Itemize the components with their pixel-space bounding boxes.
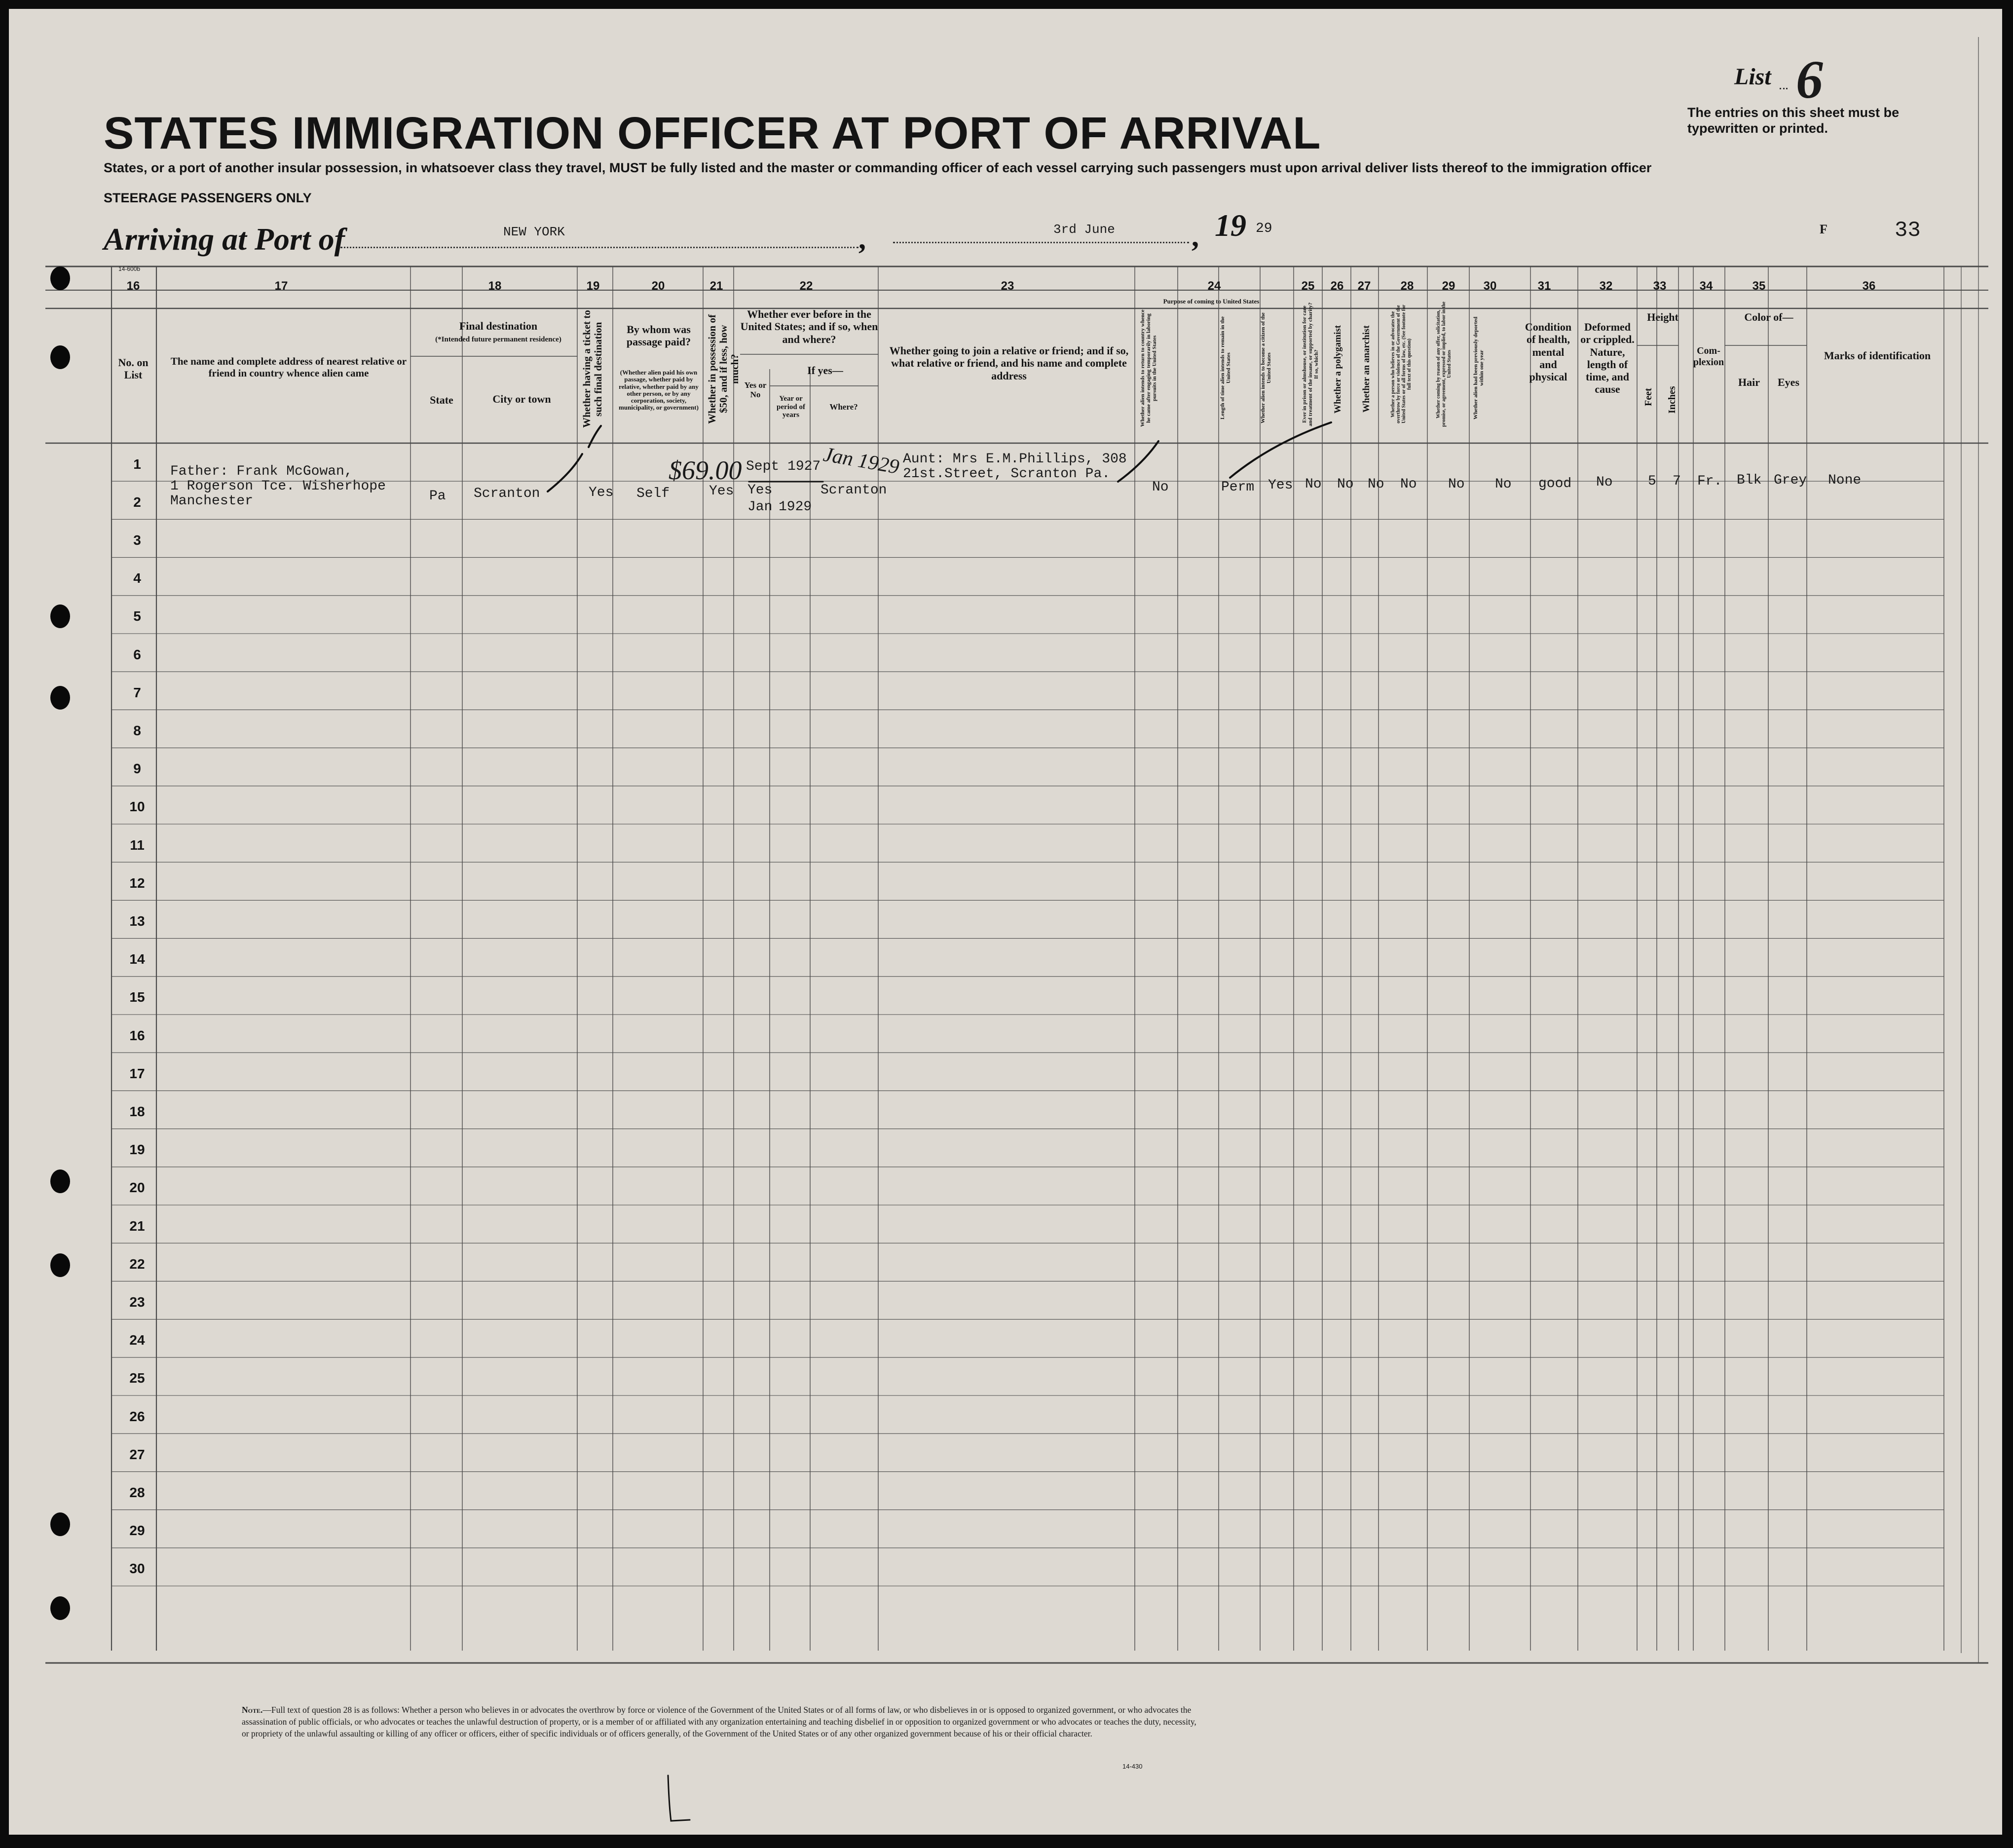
footnote-text: —Full text of question 28 is as follows: Whether a person who believes in or advocates the overthrow by force or violence of the Government of the United States or of all forms of law, or who disbelieves in or is opposed to organized government, or who advocates the assassination of public officials, or who advocates or teaches the unlawful destruction of property, or is a member of or affiliated with any organization entertaining and teaching disbelief in or opposition to organized government or who advocates or teaches the duty, necessity, or propriety of the unlawful assaulting or killing of any officer or officers, either of specific individuals or of officers generally, of the Government of the United States or of any other organized government because of his or their official character.: [242, 1705, 1196, 1738]
row-number: 21: [129, 1218, 145, 1234]
row-number: 25: [129, 1370, 145, 1386]
comma: ,: [858, 223, 866, 255]
punch-hole: [50, 345, 70, 369]
year-suffix: 29: [1256, 221, 1272, 236]
row-number: 10: [129, 799, 145, 815]
column-number: 18: [488, 279, 502, 293]
entry-deformed: No: [1596, 475, 1613, 490]
row-number: 27: [129, 1446, 145, 1462]
row-number: 30: [129, 1561, 145, 1577]
column-number: 21: [709, 279, 723, 293]
entry-deported: No: [1495, 477, 1512, 492]
entry-before-period-year: 1929: [779, 499, 812, 515]
entry-relative-line2: 1 Rogerson Tce. Wisherhope: [170, 479, 386, 494]
entry-citizen: Yes: [1268, 478, 1293, 493]
column-number: 36: [1862, 279, 1876, 293]
row-number: 7: [133, 684, 141, 700]
punch-hole: [50, 1596, 70, 1620]
comma: ,: [1192, 220, 1199, 253]
entry-join-line2: 21st.Street, Scranton Pa.: [903, 466, 1111, 482]
entry-overthrow: No: [1400, 477, 1417, 492]
header-final-destination-note: (*Intended future permanent residence): [435, 336, 561, 343]
punch-hole: [50, 1512, 70, 1536]
header-if-yes: If yes—: [807, 364, 843, 377]
form-subtitle: States, or a port of another insular possession, in whatsoever class they travel, MUST be fully listed and the master or commanding officer of each vessel carrying such passengers must upon arrival deliver lists thereof to the immigration officer: [104, 160, 1652, 175]
column-number: 22: [799, 279, 813, 293]
row-number: 17: [129, 1065, 145, 1081]
row-number: 14: [129, 951, 145, 967]
header-prison: Ever in prison or almshouse, or institution for care and treatment of the insane, or supported by charity? If so, which?: [1302, 302, 1320, 426]
entry-before-date: Sept 1927: [746, 459, 821, 474]
entry-prison: No: [1305, 477, 1322, 492]
entry-return-country: No: [1152, 480, 1169, 495]
header-before-us: Whether ever before in the United States; and if so, when and where?: [740, 308, 878, 345]
header-passage-note: (Whether alien paid his own passage, whether paid by relative, whether paid by any other person, or by any corporation, society, municipality, or government): [619, 369, 699, 412]
check-mark: [589, 426, 601, 447]
footnote: [242, 1704, 1199, 1739]
header-inches: Inches: [1667, 386, 1678, 414]
header-money: Whether in possession of $50, and if less, how much?: [706, 314, 741, 424]
header-join-relative: Whether going to join a relative or friend; and if so, what relative or friend, and his name and complete address: [889, 344, 1129, 382]
punch-hole: [50, 604, 70, 628]
header-purpose-return: Whether alien intends to return to country whence he came after engaging temporarily in laboring pursuits in the United States: [1140, 309, 1158, 427]
column-number: 29: [1442, 279, 1455, 293]
row-number: 13: [129, 913, 145, 929]
header-hair: Hair: [1738, 376, 1760, 388]
typewritten-instructions: The entries on this sheet must be typewritten or printed.: [1687, 105, 1900, 136]
header-state: State: [430, 394, 453, 406]
footnote-form-code: 14-430: [1122, 1763, 1143, 1770]
punch-hole: [50, 686, 70, 710]
footnote-label: Note.: [242, 1705, 263, 1715]
header-purpose-citizen: Whether alien intends to become a citizen of the United States: [1260, 312, 1272, 424]
column-number: 20: [651, 279, 665, 293]
list-number: 6: [1796, 49, 1823, 110]
row-number: 11: [130, 837, 145, 853]
header-eyes: Eyes: [1778, 376, 1799, 388]
entry-join-line1: Aunt: Mrs E.M.Phillips, 308: [903, 452, 1127, 467]
entry-contract: No: [1448, 477, 1465, 492]
entry-length-stay: Perm: [1221, 480, 1255, 495]
header-polygamist: Whether a polygamist: [1333, 325, 1343, 414]
entry-ticket: Yes: [589, 485, 614, 500]
row-number: 16: [129, 1027, 145, 1043]
column-number: 30: [1483, 279, 1497, 293]
entry-city: Scranton: [474, 486, 540, 501]
entry-complexion: Fr.: [1697, 474, 1722, 489]
dotted-rule: [1780, 88, 1788, 89]
header-contract: Whether coming by reason of any offer, solicitation, promise, or agreement, expressed or implied, to labor in the United States: [1436, 302, 1452, 427]
header-relative-address: The name and complete address of nearest relative or friend in country whence alien came: [170, 355, 407, 379]
entry-polygamist: No: [1337, 477, 1354, 492]
row-number: 28: [129, 1485, 145, 1500]
header-deported: Whether alien had been previously deported within one year: [1473, 316, 1485, 420]
column-number: 26: [1330, 279, 1344, 293]
entry-eyes: Grey: [1774, 473, 1807, 488]
row-number: 4: [133, 570, 141, 586]
header-deformed: Deformed or crippled. Nature, length of time, and cause: [1580, 321, 1635, 396]
column-number: 25: [1301, 279, 1315, 293]
row-number: 26: [129, 1408, 145, 1424]
header-where: Where?: [829, 402, 858, 412]
corner-mark: F: [1820, 222, 1827, 236]
row-number: 18: [129, 1104, 145, 1119]
form-code: 14-600b: [118, 265, 141, 272]
entry-before-period-month: Jan: [747, 499, 773, 515]
page-number: 33: [1895, 218, 1921, 243]
row-number: 3: [133, 532, 141, 548]
row-number: 12: [129, 875, 145, 891]
entry-relative-line3: Manchester: [170, 493, 254, 509]
header-yes-no: Yes or No: [744, 380, 767, 399]
row-number: 5: [133, 608, 141, 624]
entry-passage: Self: [636, 486, 670, 501]
header-color-of: Color of—: [1744, 311, 1793, 323]
column-number: 23: [1001, 279, 1014, 293]
row-number: 29: [129, 1523, 145, 1539]
entry-before-yes: Yes: [747, 483, 773, 498]
port-dotted-line: [340, 247, 858, 248]
class-note: STEERAGE PASSENGERS ONLY: [104, 190, 312, 205]
entry-money-handwritten: $69.00: [669, 455, 742, 485]
row-number: 23: [129, 1294, 145, 1310]
row-number: 8: [133, 723, 141, 738]
column-number: 31: [1537, 279, 1551, 293]
arriving-label: Arriving at Port of: [104, 222, 345, 257]
header-complexion: Com-plexion: [1693, 345, 1724, 368]
header-health: Condition of health, mental and physical: [1525, 321, 1572, 383]
column-number: 35: [1752, 279, 1766, 293]
punch-hole: [50, 1169, 70, 1193]
date-dotted-line: [893, 242, 1189, 243]
header-anarchist: Whether an anarchist: [1361, 325, 1372, 413]
row-number: 6: [133, 646, 141, 662]
entry-before-where: Scranton: [820, 483, 887, 498]
entry-state: Pa: [429, 489, 446, 504]
entry-before-handwritten: Jan 1929: [821, 443, 901, 479]
header-marks: Marks of identification: [1824, 349, 1931, 362]
header-overthrow: Whether a person who believes in or advocates the overthrow by force or violence of the Government of the United States or of all forms of law, etc. (See footnote for full text of this question): [1390, 304, 1412, 424]
punch-hole: [50, 266, 70, 290]
row-number: 15: [129, 989, 145, 1005]
row-number: 9: [133, 761, 141, 777]
entry-marks: None: [1828, 473, 1862, 488]
column-number: 34: [1699, 279, 1713, 293]
date-value: 3rd June: [1053, 222, 1115, 237]
row-number: 19: [129, 1142, 145, 1158]
header-passage: By whom was passage paid?: [626, 323, 691, 348]
row-number: 1: [133, 456, 141, 472]
entry-hair: Blk: [1737, 473, 1762, 488]
column-number: 33: [1653, 279, 1667, 293]
list-label: List: [1734, 64, 1771, 90]
header-no-on-list: No. on List: [118, 356, 149, 381]
year-prefix: 19: [1215, 208, 1246, 243]
header-final-destination: Final destination: [459, 320, 538, 332]
form-title: STATES IMMIGRATION OFFICER AT PORT OF ARRIVAL: [104, 108, 1321, 158]
column-number: 17: [274, 279, 288, 293]
header-feet: Feet: [1643, 388, 1654, 407]
entry-health: good: [1538, 476, 1572, 491]
row-number: 2: [133, 494, 141, 510]
header-height: Height: [1647, 311, 1678, 323]
header-year-period: Year or period of years: [777, 395, 805, 419]
header-ticket: Whether having a ticket to such final destination: [581, 310, 604, 428]
entry-feet: 5: [1648, 474, 1656, 489]
column-number: 19: [586, 279, 600, 293]
header-purpose-length: Length of time alien intends to remain in the United States: [1220, 316, 1232, 420]
port-value: NEW YORK: [503, 225, 565, 239]
entry-relative-line1: Father: Frank McGowan,: [170, 464, 353, 479]
row-number: 22: [129, 1256, 145, 1272]
entry-anarchist: No: [1368, 477, 1384, 492]
column-number: 24: [1207, 279, 1221, 293]
pen-mark: [668, 1775, 690, 1821]
row-number: 24: [129, 1332, 145, 1348]
check-mark: [1230, 422, 1331, 478]
column-number: 28: [1400, 279, 1414, 293]
entry-inches: 7: [1673, 474, 1681, 489]
entry-money: Yes: [709, 484, 734, 499]
punch-hole: [50, 1253, 70, 1277]
column-number: 32: [1599, 279, 1613, 293]
header-purpose: Purpose of coming to United States: [1163, 298, 1260, 305]
row-number: 20: [129, 1180, 145, 1196]
column-number: 27: [1357, 279, 1371, 293]
header-city: City or town: [492, 393, 551, 405]
column-number: 16: [126, 279, 140, 293]
